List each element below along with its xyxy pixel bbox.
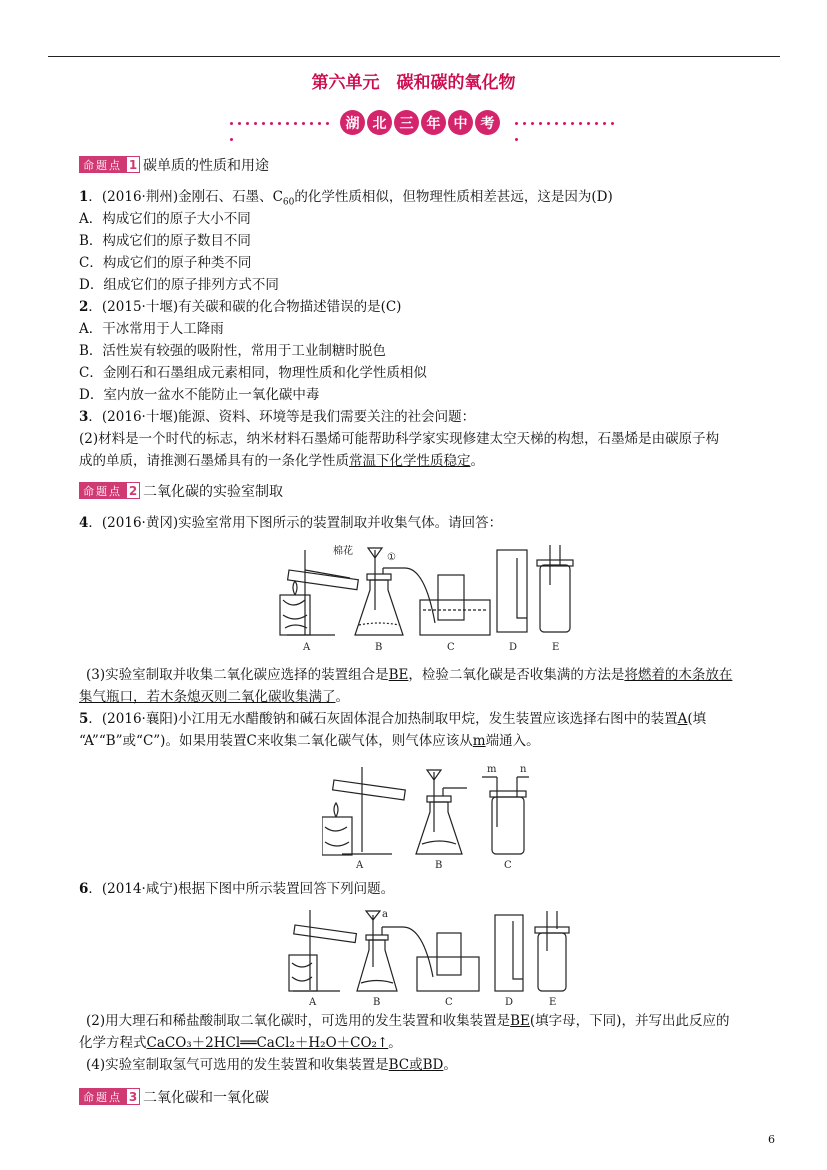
fig-note-a: a bbox=[382, 909, 388, 920]
q3-stem: 3．(2016·十堰)能源、资料、环境等是我们需要关注的社会问题： bbox=[79, 409, 476, 425]
answer: 集气瓶口，若木条熄灭则二氧化碳收集满了 bbox=[79, 689, 336, 705]
answer: 将燃着的木条放在 bbox=[624, 667, 733, 683]
banner-char: 考 bbox=[475, 110, 500, 135]
answer: m bbox=[472, 733, 486, 749]
section-banner bbox=[230, 110, 630, 136]
section-tag-3 bbox=[79, 1088, 269, 1105]
q2-stem: 2．(2015·十堰)有关碳和碳的化合物描述错误的是(C) bbox=[79, 299, 402, 315]
q3-part2-line1: (2)材料是一个时代的标志，纳米材料石墨烯可能帮助科学家实现修建太空天梯的构想，石墨烯是由碳原子构 bbox=[79, 431, 720, 447]
fig-label-b: B bbox=[373, 997, 381, 1008]
banner-dots-right bbox=[515, 122, 625, 124]
banner-char: 北 bbox=[367, 110, 392, 135]
q6-apparatus-figure bbox=[285, 905, 575, 1009]
q6-part2-line2: 化学方程式CaCO₃＋2HCl══CaCl₂＋H₂O＋CO₂↑。 bbox=[79, 1035, 402, 1051]
fig-note-cotton: 棉花 bbox=[333, 546, 353, 557]
banner-dots-left bbox=[230, 122, 340, 124]
page-number: 6 bbox=[768, 1133, 775, 1146]
fig-label-e: E bbox=[552, 642, 560, 653]
section-title: 二氧化碳和一氧化碳 bbox=[143, 1089, 269, 1106]
banner-char: 中 bbox=[448, 110, 473, 135]
fig-label-a: A bbox=[309, 997, 317, 1008]
q4-apparatus-figure bbox=[275, 540, 585, 658]
answer: BC或BD bbox=[388, 1057, 444, 1073]
q4-answer-line1: (3)实验室制取并收集二氧化碳应选择的装置组合是BE，检验二氧化碳是否收集满的方法是将燃着的木条放在 bbox=[86, 667, 733, 683]
q5-line2: “A”“B”或“C”)。如果用装置C来收集二氧化碳气体，则气体应该从m端通入。 bbox=[79, 733, 540, 749]
q2-option: A．干冰常用于人工降雨 bbox=[79, 321, 224, 337]
q6-part4: (4)实验室制取氢气可选用的发生装置和收集装置是BC或BD。 bbox=[86, 1057, 457, 1073]
fig-label-d: D bbox=[509, 642, 518, 653]
fig-label-c: C bbox=[504, 860, 512, 871]
section-title: 二氧化碳的实验室制取 bbox=[143, 483, 283, 500]
answer: BE bbox=[388, 667, 409, 683]
fig-label-e: E bbox=[549, 997, 557, 1008]
q2-option: B．活性炭有较强的吸附性，常用于工业制糖时脱色 bbox=[79, 343, 386, 359]
answer: 常温下化学性质稳定 bbox=[349, 453, 471, 469]
q2-option: C．金刚石和石墨组成元素相同，物理性质和化学性质相似 bbox=[79, 365, 427, 381]
fig-label-c: C bbox=[447, 642, 455, 653]
fig-note-n: n bbox=[520, 764, 527, 775]
tag-number: 2 bbox=[126, 482, 140, 499]
q4-stem: 4．(2016·黄冈)实验室常用下图所示的装置制取并收集气体。请回答： bbox=[79, 515, 503, 531]
banner-char: 年 bbox=[421, 110, 446, 135]
banner-char: 湖 bbox=[340, 110, 365, 135]
fig-label-d: D bbox=[505, 997, 514, 1008]
q2-option: D．室内放一盆水不能防止一氧化碳中毒 bbox=[79, 387, 320, 403]
fig-label-b: B bbox=[435, 860, 443, 871]
tag-number: 3 bbox=[126, 1088, 140, 1105]
q4-answer-line2: 集气瓶口，若木条熄灭则二氧化碳收集满了。 bbox=[79, 689, 349, 705]
top-rule bbox=[48, 56, 780, 57]
answer-equation: CaCO₃＋2HCl══CaCl₂＋H₂O＋CO₂↑ bbox=[146, 1035, 389, 1051]
q3-part2-line2: 成的单质，请推测石墨烯具有的一条化学性质常温下化学性质稳定。 bbox=[79, 453, 484, 469]
tag-number: 1 bbox=[126, 156, 140, 173]
fig-label-a: A bbox=[356, 860, 364, 871]
section-tag-2 bbox=[79, 482, 283, 499]
fig-note-m: m bbox=[487, 764, 497, 775]
q1-option: C．构成它们的原子种类不同 bbox=[79, 255, 252, 271]
tag-label: 命题点 bbox=[79, 156, 126, 173]
q1-option: B．构成它们的原子数目不同 bbox=[79, 233, 251, 249]
fig-label-c: C bbox=[445, 997, 453, 1008]
section-tag-1 bbox=[79, 156, 269, 173]
q1-stem: 1．(2016·荆州)金刚石、石墨、$C_{60}$的化学性质相似，但物理性质相差甚远，这是因为(D) bbox=[79, 189, 613, 208]
q5-stem: 5．(2016·襄阳)小江用无水醋酸钠和碱石灰固体混合加热制取甲烷，发生装置应该选择右图中的装置A(填 bbox=[79, 711, 707, 727]
q1-option: D．组成它们的原子排列方式不同 bbox=[79, 277, 279, 293]
fig-label-a: A bbox=[303, 642, 311, 653]
tag-label: 命题点 bbox=[79, 482, 126, 499]
q6-stem: 6．(2014·咸宁)根据下图中所示装置回答下列问题。 bbox=[79, 881, 395, 897]
unit-title: 第六单元 碳和碳的氧化物 bbox=[311, 73, 516, 93]
q5-apparatus-figure bbox=[322, 762, 532, 874]
fig-note-circle: ① bbox=[387, 552, 396, 563]
section-title: 碳单质的性质和用途 bbox=[143, 157, 269, 174]
q6-part2-line1: (2)用大理石和稀盐酸制取二氧化碳时，可选用的发生装置和收集装置是BE(填字母，下同)，并写出此反应的 bbox=[86, 1013, 730, 1029]
banner-char: 三 bbox=[394, 110, 419, 135]
answer: BE bbox=[510, 1013, 530, 1029]
q1-option: A．构成它们的原子大小不同 bbox=[79, 211, 251, 227]
answer: A bbox=[677, 711, 688, 727]
tag-label: 命题点 bbox=[79, 1088, 126, 1105]
fig-label-b: B bbox=[375, 642, 383, 653]
